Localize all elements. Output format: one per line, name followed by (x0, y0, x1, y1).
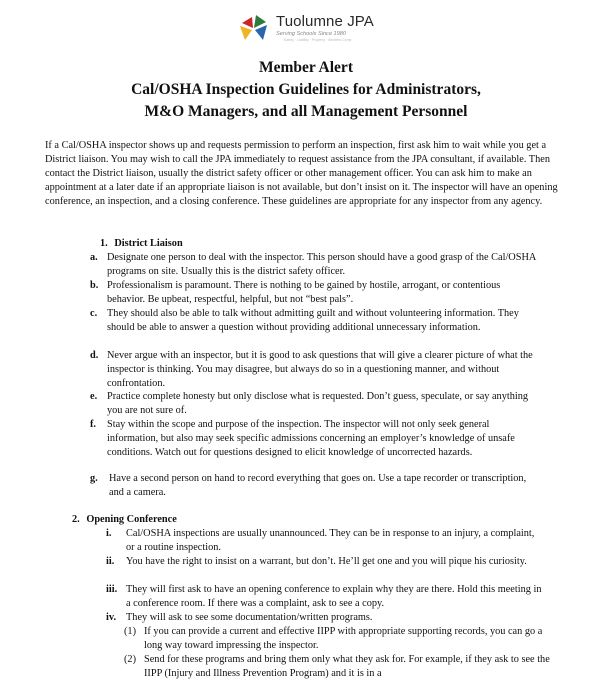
page-subtitle-line-1: Cal/OSHA Inspection Guidelines for Administrators, (131, 81, 481, 98)
intro-paragraph: If a Cal/OSHA inspector shows up and requests permission to perform an inspection, first ask him to wait while you get a District liaison. You may wish to call the JPA immediately to request assistance from the JPA consultant, if available. Then contact the District liaison, usually the district safety officer or other management officer. You can ask him to make an appointment at a later date if an appropriate liaison is not available, but don’t insist on it. The inspector will have an opening conference, an inspection, and a closing conference. These guidelines are appropriate for any inspector from any agency. (45, 140, 558, 207)
item-text: They will first ask to have an opening conference to explain why they are there. Hold this meeting in a conference room. If there was a complaint, ask to see a copy. (126, 584, 542, 609)
logo-tagline: Serving Schools Since 1980 (276, 31, 346, 37)
subitem-text: Send for these programs and bring them only what they ask for. For example, if they ask to see the IIPP (Injury and Illness Prevention Program) and it is in a (144, 654, 550, 679)
item-marker: f. (90, 419, 97, 430)
item-marker: d. (90, 350, 99, 361)
section-heading (100, 237, 183, 251)
item-marker: a. (90, 252, 98, 263)
logo-name: Tuolumne JPA (276, 13, 374, 30)
item-text: Never argue with an inspector, but it is good to ask questions that will give a clearer picture of what the inspector is thinking. You may disagree, but always do so in a questioning manner, and without confrontation. (107, 350, 533, 389)
item-marker: iv. (106, 612, 117, 623)
item-text: They should also be able to talk without admitting guilt and without volunteering information. They should be able to answer a question without providing additional unnecessary information. (107, 308, 519, 333)
item-marker: i. (106, 528, 112, 539)
item-text: You have the right to insist on a warrant, but don’t. He’ll get one and you will pique his curiosity. (126, 556, 527, 567)
section-number: 1. (100, 238, 108, 249)
section-heading (72, 513, 177, 527)
section-title: District Liaison (114, 238, 183, 249)
item-text: Cal/OSHA inspections are usually unannounced. They can be in response to an injury, a complaint, or a routine inspection. (126, 528, 535, 553)
item-text: Stay within the scope and purpose of the inspection. The inspector will not only seek general information, but also may seek specific admissions concerning an employer’s knowledge of unsafe conditions. Watch out for questions designed to elicit knowledge of uncorrected hazards. (107, 419, 515, 458)
tuolumne-jpa-logo (236, 11, 374, 43)
item-text: Professionalism is paramount. There is nothing to be gained by hostile, arrogant, or contentious behavior. Be upbeat, respectful, helpful, but not “best pals”. (107, 280, 501, 305)
logo-mark-icon (236, 13, 272, 43)
item-text: They will ask to see some documentation/written programs. (126, 612, 373, 623)
item-marker: iii. (106, 584, 118, 595)
item-marker: b. (90, 280, 99, 291)
page-title: Member Alert (259, 59, 353, 76)
item-text: Designate one person to deal with the inspector. This person should have a good grasp of the Cal/OSHA programs on site. Usually this is the district safety officer. (107, 252, 536, 277)
logo-subtext: Safety · Liability · Property · Workers Comp (284, 38, 352, 42)
item-marker: ii. (106, 556, 115, 567)
item-marker: e. (90, 391, 98, 402)
item-marker: g. (90, 473, 98, 484)
item-text: Have a second person on hand to record everything that goes on. Use a tape recorder or transcription, and a camera. (109, 473, 527, 498)
subitem-text: If you can provide a current and effective IIPP with appropriate supporting records, you can go a long way toward impressing the inspector. (144, 626, 543, 651)
subitem-marker: (1) (124, 626, 137, 637)
section-number: 2. (72, 514, 80, 525)
page-subtitle-line-2: M&O Managers, and all Management Personnel (144, 103, 468, 120)
subitem-marker: (2) (124, 654, 137, 665)
item-marker: c. (90, 308, 98, 319)
item-text: Practice complete honesty but only disclose what is requested. Don’t guess, speculate, or say anything you are not sure of. (107, 391, 529, 416)
section-title: Opening Conference (86, 514, 177, 525)
